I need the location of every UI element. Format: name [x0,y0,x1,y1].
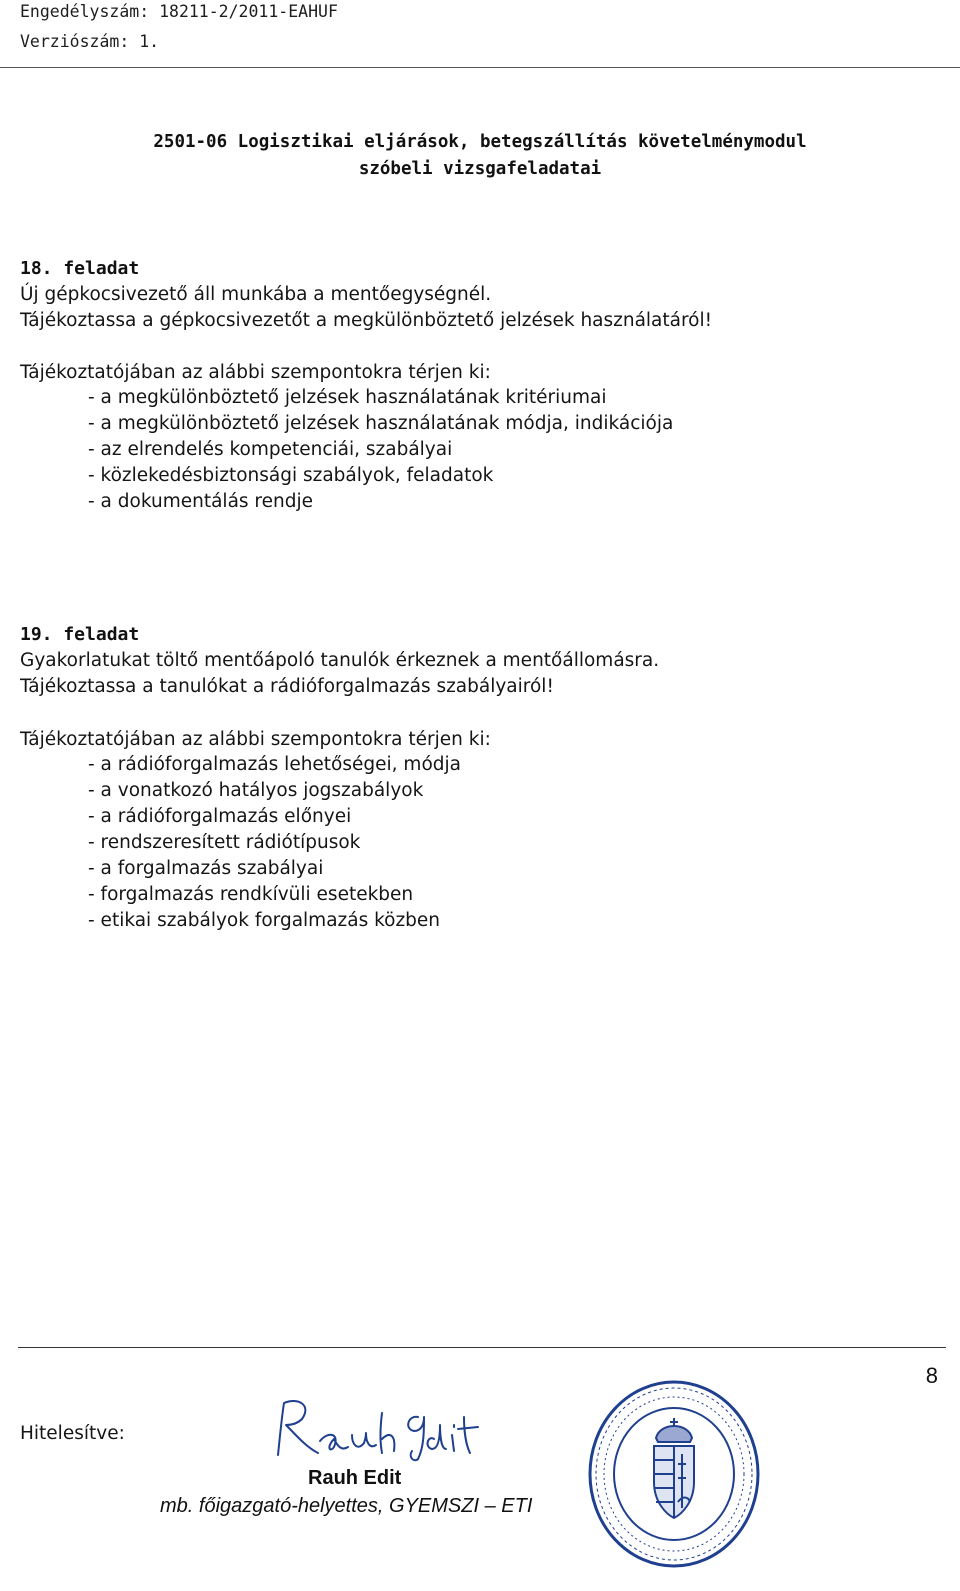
signer-role: mb. főigazgató-helyettes, GYEMSZI – ETI [160,1495,533,1517]
document-title: 2501-06 Logisztikai eljárások, betegszállítás követelménymodul [153,132,807,152]
list-item: - a megkülönböztető jelzések használatának kritériumai [88,387,607,408]
list-item: - közlekedésbiztonsági szabályok, feladatok [88,465,494,486]
task-instruction: Tájékoztassa a tanulókat a rádióforgalmazás szabályairól! [20,676,554,697]
task-instruction: Tájékoztassa a gépkocsivezetőt a megkülönböztető jelzések használatáról! [20,310,713,331]
list-item: - a vonatkozó hatályos jogszabályok [88,780,424,801]
page-number: 8 [925,1363,938,1388]
version-number: Verziószám: 1. [20,32,160,51]
task-heading: 19. feladat [20,624,140,645]
list-item: - etikai szabályok forgalmazás közben [88,910,441,931]
official-stamp [586,1378,762,1570]
list-item: - a rádióforgalmazás előnyei [88,806,352,827]
task-intro: Tájékoztatójában az alábbi szempontokra térjen ki: [20,362,491,383]
list-item: - a rádióforgalmazás lehetőségei, módja [88,754,461,775]
header-divider [0,67,960,68]
list-item: - forgalmazás rendkívüli esetekben [88,884,414,905]
signer-name: Rauh Edit [308,1467,402,1489]
license-number: Engedélyszám: 18211-2/2011-EAHUF [20,2,338,21]
document-subtitle: szóbeli vizsgafeladatai [358,159,602,179]
list-item: - az elrendelés kompetenciái, szabályai [88,439,453,460]
task-points [88,752,461,934]
signature-image [268,1395,488,1465]
task-intro: Tájékoztatójában az alábbi szempontokra térjen ki: [20,729,491,750]
list-item: - a dokumentálás rendje [88,491,313,512]
list-item: - a forgalmazás szabályai [88,858,324,879]
task-description: Új gépkocsivezető áll munkába a mentőegységnél. [20,284,492,305]
list-item: - rendszeresített rádiótípusok [88,832,361,853]
task-heading: 18. feladat [20,258,140,279]
task-points [88,385,673,515]
list-item: - a megkülönböztető jelzések használatának módja, indikációja [88,413,674,434]
task-description: Gyakorlatukat töltő mentőápoló tanulók érkeznek a mentőállomásra. [20,650,660,671]
certified-label: Hitelesítve: [20,1423,125,1444]
footer-divider [18,1347,946,1348]
